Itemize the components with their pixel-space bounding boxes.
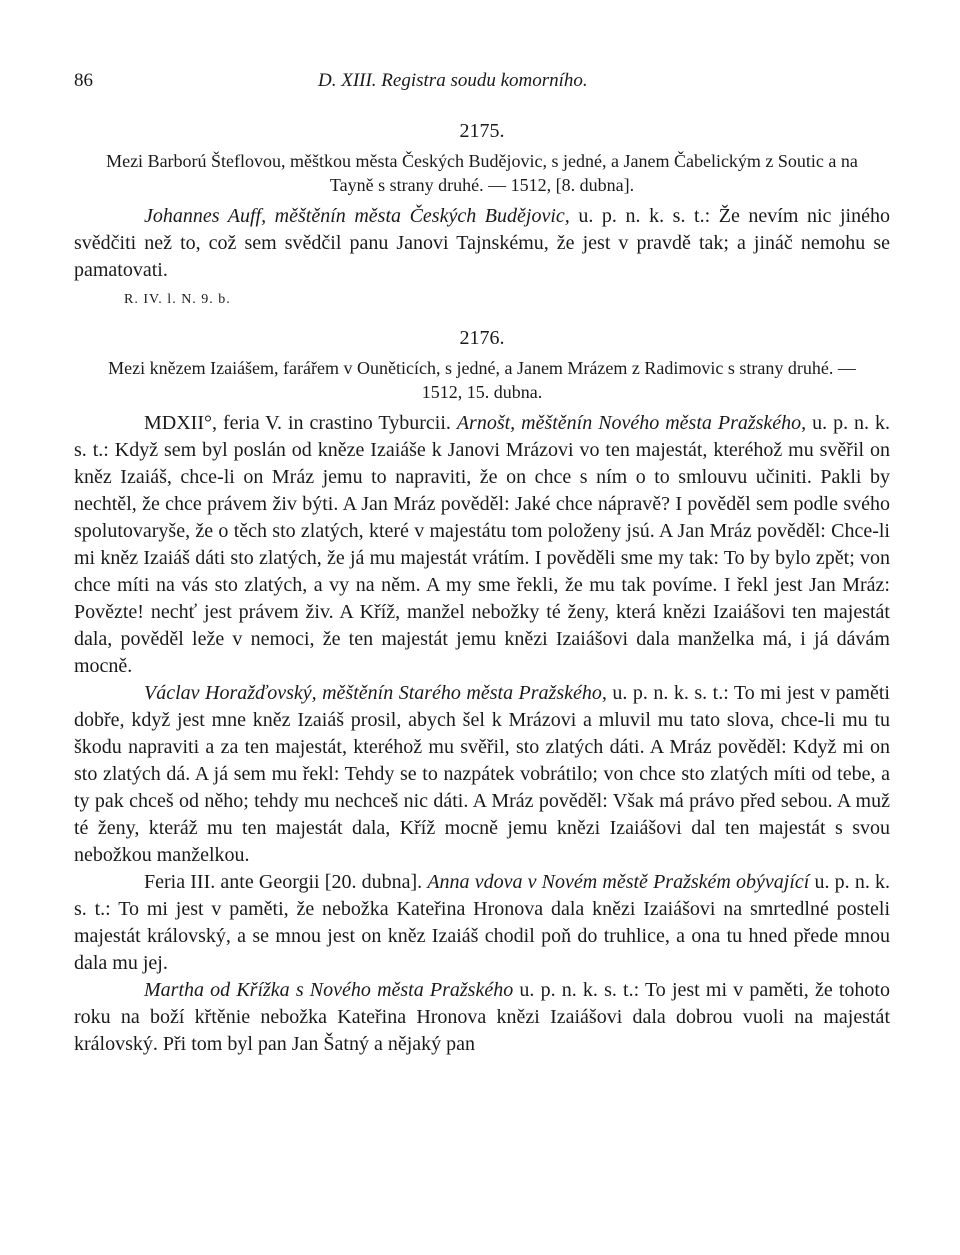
- testimony-paragraph: [74, 977, 890, 1058]
- page-body: [74, 118, 890, 1058]
- date-prefix: MDXII°, feria V. in crastino Tyburcii.: [144, 412, 457, 434]
- witness-name: Johannes Auff, měštěnín města Českých Budějovic,: [144, 205, 570, 227]
- page-number: 86: [74, 70, 93, 91]
- witness-name: Arnošt, měštěnín Nového města Pražského,: [456, 412, 807, 434]
- testimony-paragraph: [74, 410, 890, 680]
- testimony-text: u. p. n. k. s. t.: To mi jest v paměti, že nebožka Kateřina Hronova dala knězi Izaiášovi na smrtedlné posteli majestát královský, a se mnou jest on kněz Izaiáš chodil poň do truhlice, a ona tu hned přede mnou dala mu jej.: [74, 871, 890, 974]
- testimony-text: u. p. n. k. s. t.: To mi jest v paměti dobře, když jest mne kněz Izaiáš prosil, abych šel k Mrázovi a mluvil mu tato slova, chce-li mu tu škodu napraviti a za ten majestát, kteréhož mu svěřil, sto zlatých dáti. A Mráz pověděl: Když mi on sto zlatých dá. A já sem mu řekl: Tehdy se to nazpátek vobrátilo; von chce sto zlatých míti od tebe, a ty pak chceš od něho; tehdy mu nechceš nic dáti. A Mráz pověděl: Však má právo před sebou. A muž té ženy, kteráž mu ten majestát dala, Kříž mocně jemu knězi Izaiášovi dal ten majestát s svou nebožkou manželkou.: [74, 682, 890, 866]
- entry-number: 2176.: [459, 327, 505, 349]
- testimony-paragraph: [74, 680, 890, 869]
- date-prefix: Feria III. ante Georgii [20. dubna].: [144, 871, 428, 893]
- witness-name: Martha od Křížka s Nového města Pražského: [144, 979, 514, 1001]
- witness-name: Anna vdova v Novém městě Pražském obývající: [427, 871, 810, 893]
- entry-summary: Mezi knězem Izaiášem, farářem v Ouněticích, s jedné, a Janem Mrázem z Radimovic s strany druhé. — 1512, 15. dubna.: [108, 358, 856, 402]
- testimony-paragraph: [74, 203, 890, 284]
- testimony-paragraph: [74, 869, 890, 977]
- witness-name: Václav Horažďovský, měštěnín Starého města Pražského,: [144, 682, 607, 704]
- testimony-text: u. p. n. k. s. t.: Že nevím nic jiného svědčiti než to, což sem svědčil panu Janovi Tajnskému, že jest v pravdě tak; a jináč nemohu se pamatovati.: [74, 205, 890, 281]
- entry-number: 2175.: [459, 120, 505, 142]
- archive-reference: R. IV. l. N. 9. b.: [124, 292, 231, 307]
- testimony-text: u. p. n. k. s. t.: Když sem byl poslán od kněze Izaiáše k Janovi Mrázovi vo ten majestát, kteréhož mu svěřil on kněz Izaiáš, chce-li on Mráz jemu to napraviti, že on chce s ním o to smlouvu učiniti. Pakli by nechtěl, že chce právem živ býti. A Jan Mráz pověděl: Jaké chce nápravě? I pověděl sem podle svého spolutovaryše, že o těch sto zlatých, které v majestátu tom položeny jsú. A Jan Mráz pověděl: Chce-li mi kněz Izaiáš dáti sto zlatých, že já mu majestát vrátím. I pověděli sme my tak: To by bylo zpět; von chce míti na vás sto zlatých, a vy na něm. A my sme řekli, že mu tak povíme. I řekl jest Jan Mráz: Povězte! nechť jest právem živ. A Kříž, manžel nebožky té ženy, která knězi Izaiášovi ten majestát dala, pověděl leže v nemoci, že ten majestát jemu knězi Izaiášovi dala manželka má, i já dávám mocně.: [74, 412, 891, 677]
- running-header: [74, 70, 890, 100]
- running-title: D. XIII. Registra soudu komorního.: [318, 70, 588, 91]
- testimony-text: u. p. n. k. s. t.: To jest mi v paměti, že tohoto roku na boží křtěnie nebožka Kateřina Hronova knězi Izaiášovi dala dobrou vuoli na majestát královský. Při tom byl pan Jan Šatný a nějaký pan: [74, 979, 890, 1055]
- entry-summary: Mezi Barború Šteflovou, měštkou města Českých Budějovic, s jedné, a Janem Čabelickým z Soutic a na Tayně s strany druhé. — 1512, [8. dubna].: [106, 151, 858, 195]
